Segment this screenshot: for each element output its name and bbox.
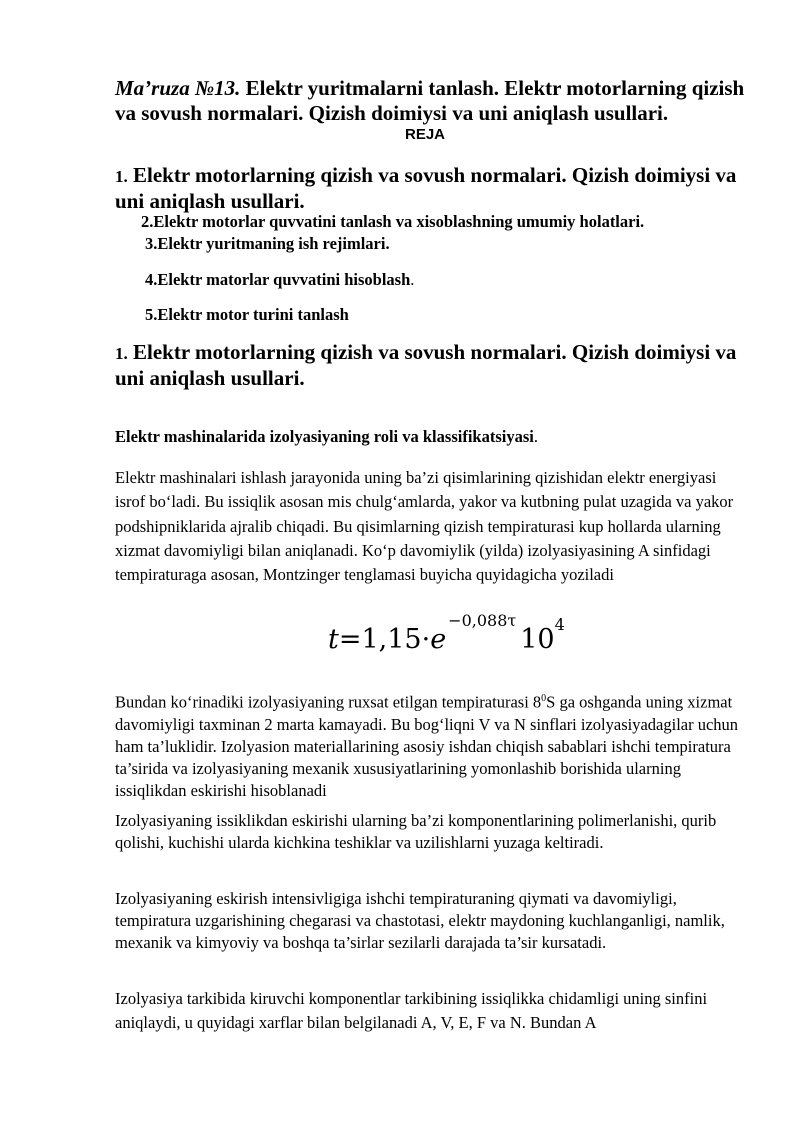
paragraph-1: Elektr mashinalari ishlash jarayonida uning ba’zi qisimlarining qizishidan elektr energiyasi isrof bo‘ladi. Bu issiqlik asosan mis chulg‘amlarda, yakor va kutbning pulat uzagida va yakor podshipniklarida ajralib chiqadi. Bu qisimlarning qizish tempiraturasi kup hollarda ularning xizmat davomiyligi bilan aniqlanadi. Ko‘p davomiylik (yilda) izolyasiyasining A sinfidagi tempiraturaga asosan, Montzinger tenglamasi buyicha quyidagicha yoziladi xyxy=(115,468,734,585)
plan-item-2: 2.Elektr motorlar quvvatini tanlash va xisoblashning umumiy holatlari. xyxy=(141,212,645,231)
plan-item-4-dot: . xyxy=(410,270,415,289)
plan-item-5: 5.Elektr motor turini tanlash xyxy=(145,305,349,324)
section-number: 1. xyxy=(115,344,128,363)
section-title: Elektr motorlarning qizish va sovush normalari. Qizish doimiysi va uni aniqlash usullari. xyxy=(115,340,737,390)
subheading-dot: . xyxy=(533,427,538,446)
paragraph-5: Izolyasiya tarkibida kiruvchi komponentlar tarkibining issiqlikka chidamligi uning sinfini aniqlaydi, u quyidagi xarflar bilan belgilanadi A, V, E, F va N. Bundan A xyxy=(115,989,708,1033)
formula-power: 4 xyxy=(554,615,565,634)
plan-item-3: 3.Elektr yuritmaning ish rejimlari. xyxy=(145,234,390,253)
paragraph-4: Izolyasiyaning eskirish intensivligiga ishchi tempiraturaning qiymati va davomiyligi, tempiratura uzgarishining chegarasi va chastotasi, elektr maydoning kuchlanganligi, namlik, mexanik va kimyoviy va boshqa ta’sirlar sezilarli darajada ta’sir kursatadi. xyxy=(115,889,725,952)
formula-lhs: t xyxy=(328,624,339,655)
plan-heading: REJA xyxy=(405,126,446,143)
plan-item-4-text: 4.Elektr matorlar quvvatini hisoblash xyxy=(145,270,411,289)
plan-item-1 xyxy=(115,163,765,214)
lecture-title xyxy=(115,76,765,126)
plan-item-1-text: Elektr motorlarning qizish va sovush normalari. Qizish doimiysi va uni aniqlash usullari. xyxy=(115,163,737,213)
paragraph-3: Izolyasiyaning issiklikdan eskirishi ularning ba’zi komponentlarining polimerlanishi, qurib qolishi, kuchishi ularda kichkina teshiklar va uzilishlarni yuzaga keltiradi. xyxy=(115,811,717,852)
subheading xyxy=(115,427,538,447)
formula-e: e xyxy=(430,624,447,655)
plan-item-1-number: 1. xyxy=(115,167,128,186)
formula-ten: 10 xyxy=(520,624,555,655)
lecture-title-text: Elektr yuritmalarni tanlash. Elektr motorlarning qizish va sovush normalari. Qizish doimiysi va uni aniqlash usullari. xyxy=(115,76,745,125)
paragraph-2 xyxy=(115,688,745,802)
paragraph-2-part2: S ga oshganda uning xizmat davomiyligi taxminan 2 marta kamayadi. Bu bog‘liqni V va N sinflari izolyasiyadagilar uchun ham ta’luklidir. Izolyasion materiallarining asosiy ishdan chiqish sabablari ishchi tempiratura ta’sirida va izolyasiyaning mexanik xususiyatlarining yomonlashib borishida ularning issiqlikdan eskirishi hisoblanadi xyxy=(115,692,739,800)
formula-coefficient: =1,15· xyxy=(338,624,431,655)
paragraph-2-part1: Bundan ko‘rinadiki izolyasiyaning ruxsat etilgan tempiraturasi 8 xyxy=(115,692,542,712)
lecture-number: Ma’ruza №13. xyxy=(115,76,241,100)
paragraph-2-degree: 0 xyxy=(541,693,547,704)
formula-exponent: −0,088τ xyxy=(448,611,517,630)
plan-item-4 xyxy=(145,270,414,290)
section-heading xyxy=(115,340,765,391)
subheading-text: Elektr mashinalarida izolyasiyaning roli va klassifikatsiyasi xyxy=(115,427,534,446)
